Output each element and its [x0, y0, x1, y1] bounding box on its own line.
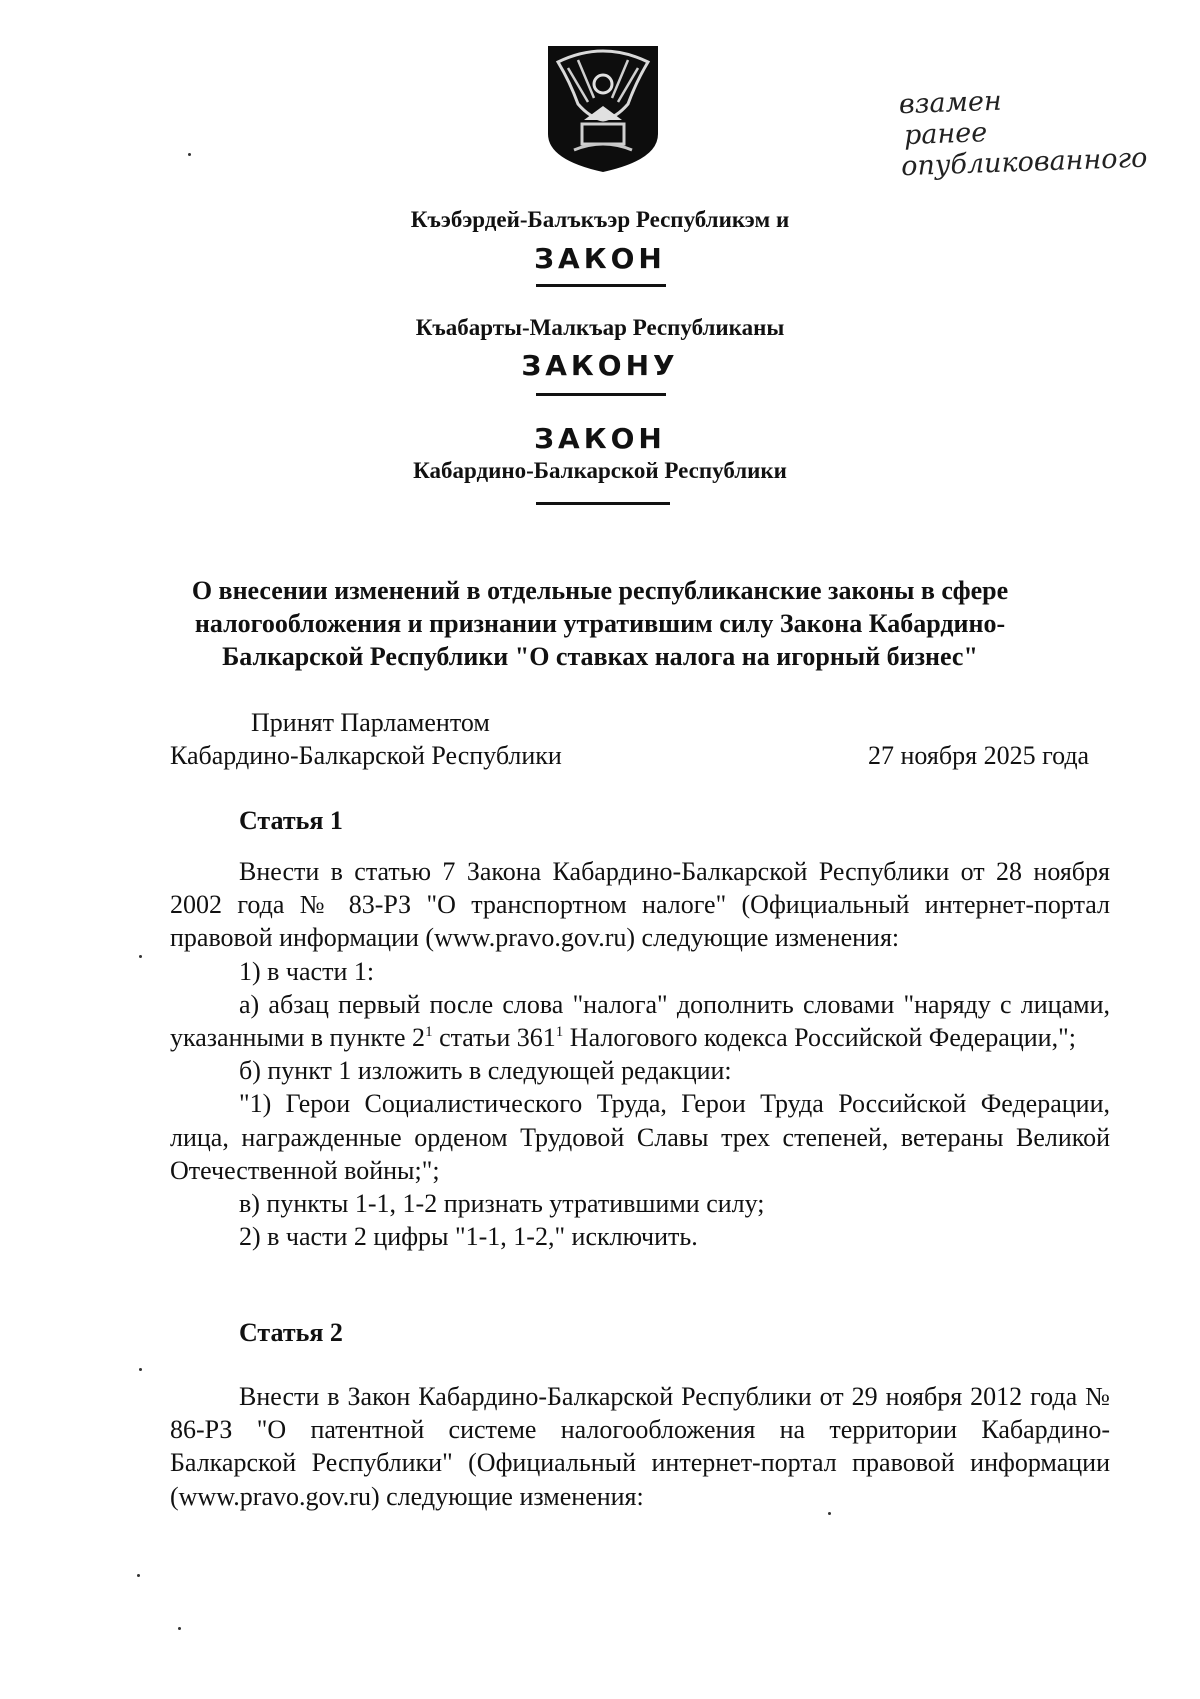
- russian-law-word: ЗАКОН: [534, 422, 666, 455]
- scan-speck: [139, 1368, 142, 1371]
- superscript: 1: [555, 1024, 564, 1041]
- article-1-item-2: 2) в части 2 цифры "1-1, 1-2," исключить.: [239, 1222, 698, 1252]
- article-1-item-b: б) пункт 1 изложить в следующей редакции:: [239, 1056, 732, 1086]
- scan-speck: [137, 1574, 140, 1577]
- scan-speck: [828, 1512, 831, 1515]
- article-1-intro: Внести в статью 7 Закона Кабардино-Балкарской Республики от 28 ноября 2002 года № 83-РЗ "О транспортном налоге" (Официальный интернет-портал правовой информации (www.pravo.gov.ru) следующие изменения:: [170, 857, 1110, 953]
- russian-republic-name: Кабардино-Балкарской Республики: [413, 458, 787, 483]
- adopted-by-line: Принят Парламентом: [251, 708, 490, 737]
- handwritten-note-line: ранее: [903, 117, 988, 152]
- kabardian-republic-name: Къэбэрдей-Балъкъэр Республикэм и: [410, 207, 790, 232]
- law-title: О внесении изменений в отдельные республиканские законы в сфере налогообложения и признании утратившим силу Закона Кабардино-Балкарской Республики "О ставках налога на игорный бизнес": [191, 576, 1009, 671]
- article-1-item-a: [170, 988, 1110, 1054]
- text-fragment: а) абзац первый после слова "налога" дополнить словами "наряду с лицами, указанными в пункте 2: [170, 989, 1110, 1053]
- coat-of-arms-emblem: [544, 42, 662, 174]
- divider-rule: [536, 502, 670, 505]
- article-1-item-v: в) пункты 1-1, 1-2 признать утратившими силу;: [239, 1189, 765, 1219]
- divider-rule: [536, 284, 666, 287]
- adopted-by-parliament: Кабардино-Балкарской Республики: [170, 741, 562, 770]
- article-1-heading: Статья 1: [239, 806, 343, 835]
- divider-rule: [536, 393, 666, 396]
- handwritten-note-line: опубликованного: [900, 142, 1148, 183]
- balkar-republic-name: Къабарты-Малкъар Республиканы: [415, 315, 785, 340]
- handwritten-note-line: взамен: [898, 85, 1003, 121]
- scan-speck: [188, 153, 191, 156]
- article-1-item-1: 1) в части 1:: [239, 956, 375, 986]
- scan-speck: [178, 1627, 181, 1630]
- article-1-body: [170, 855, 1110, 1253]
- text-fragment: статьи 361: [432, 1023, 556, 1053]
- kabardian-law-word: ЗАКОН: [534, 242, 666, 275]
- balkar-law-word: ЗАКОНУ: [521, 349, 679, 382]
- scan-speck: [139, 955, 142, 958]
- article-2-intro: Внести в Закон Кабардино-Балкарской Республики от 29 ноября 2012 года № 86-РЗ "О патентной системе налогообложения на территории Кабардино-Балкарской Республики" (Официальный интернет-портал правовой информации (www.pravo.gov.ru) следующие изменения:: [170, 1382, 1110, 1511]
- article-2-body: [170, 1380, 1110, 1513]
- adoption-date: 27 ноября 2025 года: [868, 741, 1090, 770]
- article-1-item-b-quote: "1) Герои Социалистического Труда, Герои Труда Российской Федерации, лица, награжденные орденом Трудовой Славы трех степеней, ветераны Великой Отечественной войны;";: [170, 1089, 1110, 1185]
- superscript: 1: [425, 1024, 433, 1041]
- article-2-heading: Статья 2: [239, 1318, 343, 1347]
- text-fragment: Налогового кодекса Российской Федерации,";: [563, 1023, 1076, 1053]
- handwritten-note: [898, 79, 1200, 182]
